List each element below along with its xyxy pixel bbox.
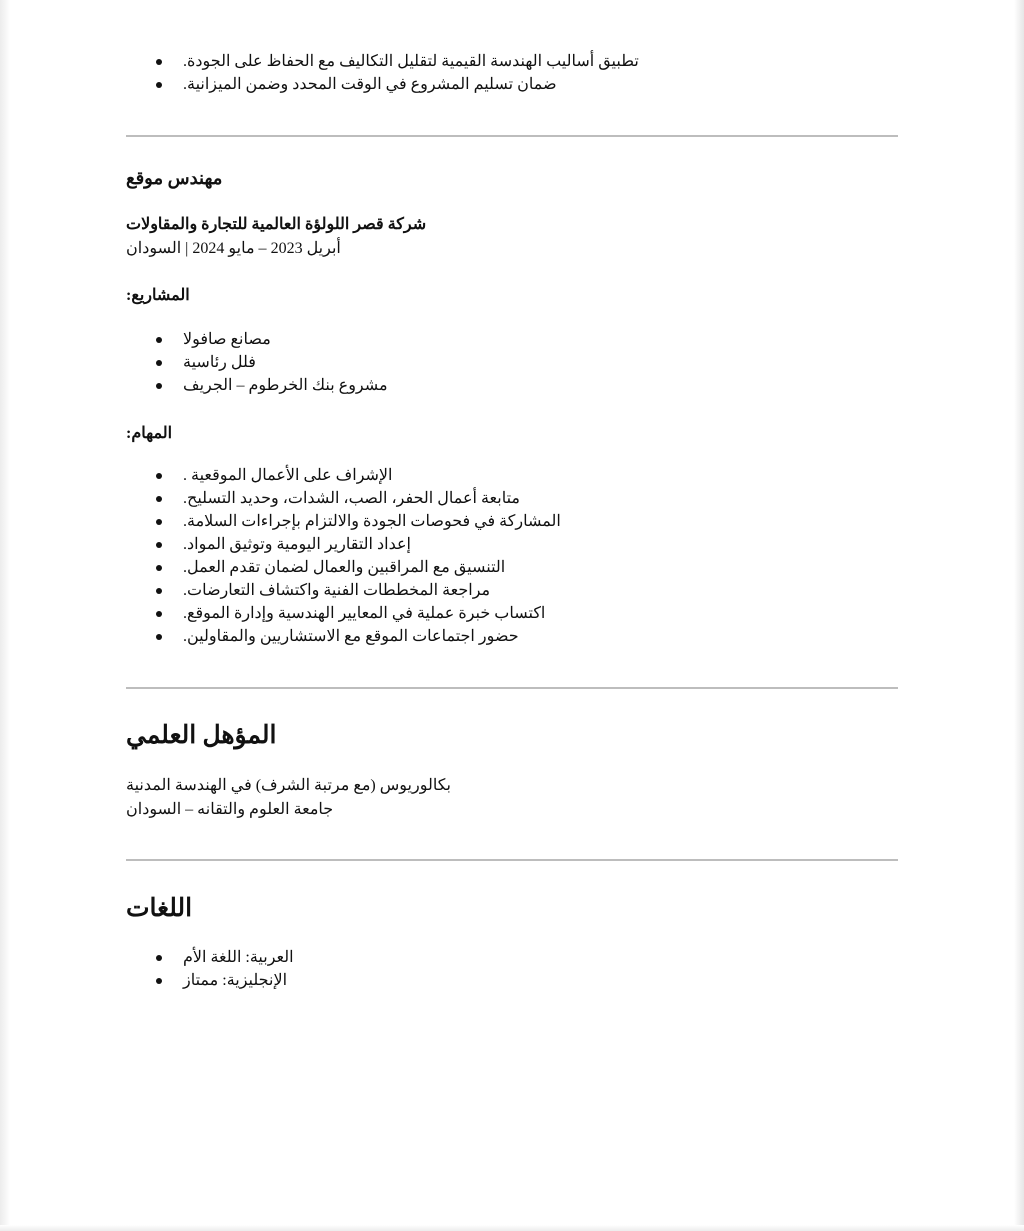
company-name: شركة قصر اللولؤة العالمية للتجارة والمقاولات bbox=[126, 216, 427, 233]
intro-bullet-list bbox=[150, 50, 639, 96]
section-divider bbox=[126, 135, 898, 137]
list-item: مراجعة المخططات الفنية واكتشاف التعارضات. bbox=[150, 579, 620, 602]
bullet-dot bbox=[156, 82, 162, 88]
list-item: إعداد التقارير اليومية وتوثيق المواد. bbox=[150, 533, 620, 556]
languages-list bbox=[150, 946, 620, 992]
education-degree: بكالوريوس (مع مرتبة الشرف) في الهندسة المدنية bbox=[126, 777, 452, 794]
bullet-dot bbox=[156, 473, 162, 479]
section-divider bbox=[126, 687, 898, 689]
education-university: جامعة العلوم والتقانه – السودان bbox=[126, 801, 334, 818]
list-item: متابعة أعمال الحفر، الصب، الشدات، وحديد التسليح. bbox=[150, 487, 620, 510]
bullet-dot bbox=[156, 634, 162, 640]
bullet-dot bbox=[156, 588, 162, 594]
bullet-dot bbox=[156, 383, 162, 389]
bullet-dot bbox=[156, 519, 162, 525]
page-edge-left bbox=[0, 0, 10, 1231]
list-item: الإنجليزية: ممتاز bbox=[150, 969, 620, 992]
list-item: اكتساب خبرة عملية في المعايير الهندسية وإدارة الموقع. bbox=[150, 602, 620, 625]
list-item: الإشراف على الأعمال الموقعية . bbox=[150, 464, 620, 487]
bullet-dot bbox=[156, 360, 162, 366]
tasks-heading: المهام: bbox=[126, 425, 173, 442]
languages-heading: اللغات bbox=[126, 895, 193, 922]
list-item: مشروع بنك الخرطوم – الجريف bbox=[150, 374, 620, 397]
bullet-dot bbox=[156, 542, 162, 548]
page-edge-right bbox=[1014, 0, 1024, 1231]
section-divider bbox=[126, 859, 898, 861]
page-edge-bottom bbox=[0, 1225, 1024, 1231]
list-item: تطبيق أساليب الهندسة القيمية لتقليل التكاليف مع الحفاظ على الجودة. bbox=[150, 50, 620, 73]
bullet-dot bbox=[156, 955, 162, 961]
list-item: ضمان تسليم المشروع في الوقت المحدد وضمن الميزانية. bbox=[150, 73, 620, 96]
bullet-dot bbox=[156, 337, 162, 343]
bullet-dot bbox=[156, 978, 162, 984]
bullet-dot bbox=[156, 565, 162, 571]
list-item: المشاركة في فحوصات الجودة والالتزام بإجراءات السلامة. bbox=[150, 510, 620, 533]
job-title: مهندس موقع bbox=[126, 168, 223, 188]
education-heading: المؤهل العلمي bbox=[126, 722, 277, 749]
projects-list bbox=[150, 328, 620, 397]
list-item: حضور اجتماعات الموقع مع الاستشاريين والمقاولين. bbox=[150, 625, 620, 648]
list-item: فلل رئاسية bbox=[150, 351, 620, 374]
list-item: مصانع صافولا bbox=[150, 328, 620, 351]
bullet-dot bbox=[156, 496, 162, 502]
list-item: العربية: اللغة الأم bbox=[150, 946, 620, 969]
job-meta: أبريل 2023 – مايو 2024 | السودان bbox=[126, 240, 341, 257]
tasks-list bbox=[150, 464, 620, 648]
projects-heading: المشاريع: bbox=[126, 287, 190, 304]
list-item: التنسيق مع المراقبين والعمال لضمان تقدم العمل. bbox=[150, 556, 620, 579]
bullet-dot bbox=[156, 611, 162, 617]
bullet-dot bbox=[156, 59, 162, 65]
